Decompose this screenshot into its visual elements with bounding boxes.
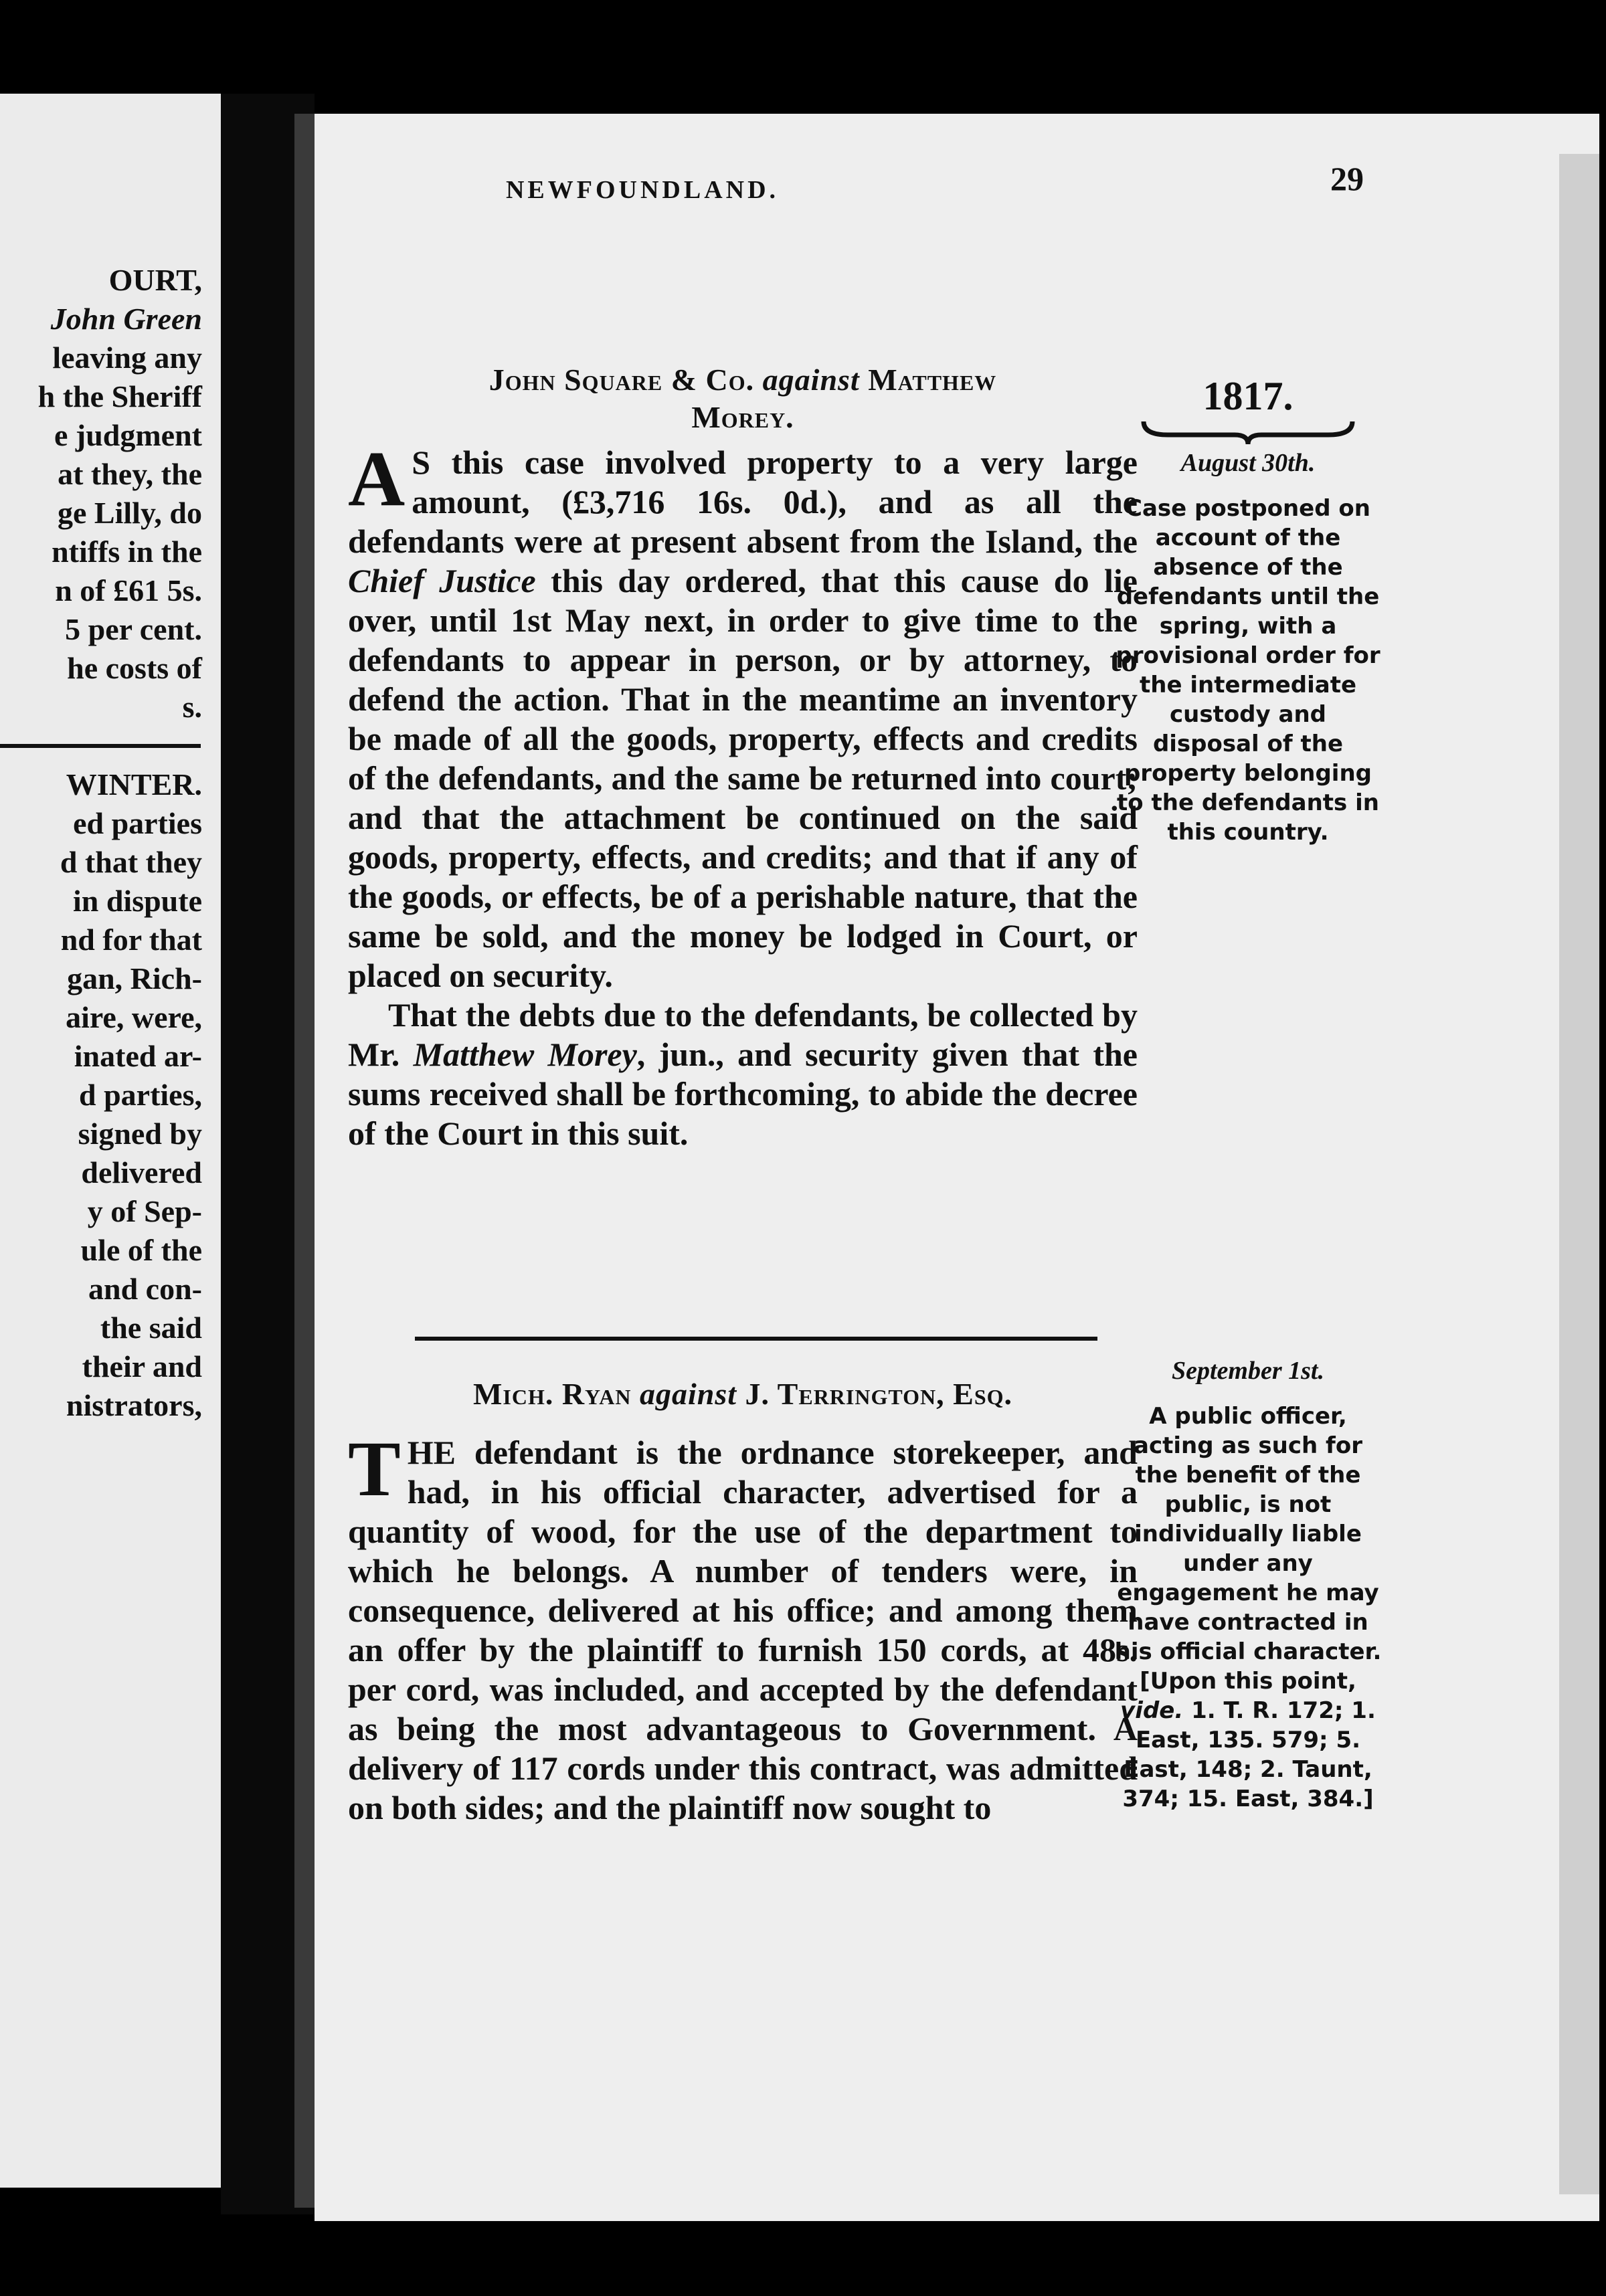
left-page-line: s. — [182, 690, 202, 724]
left-page-line: in dispute — [72, 884, 202, 918]
left-page-line: delivered — [81, 1155, 202, 1189]
left-page-line: n of £61 5s. — [55, 573, 202, 607]
brace-icon — [1141, 417, 1355, 447]
case-2-party-a: Mich. Ryan — [472, 1377, 632, 1411]
margin-note-1 — [1114, 375, 1382, 847]
margin-note-text: Case postponed on account of the absence of the defendants until the spring, with a provisional order for the intermediate custody and disposal of the property belonging to the defendants in this country. — [1116, 495, 1380, 846]
case-2-party-b: J. Terrington, Esq. — [745, 1377, 1013, 1411]
case-1-paragraph-1 — [348, 435, 1138, 995]
case-2-paragraph — [348, 1425, 1138, 1828]
left-page-line: ed parties — [73, 806, 202, 840]
left-page-line: and con- — [88, 1272, 202, 1306]
left-page-line: gan, Rich- — [67, 961, 202, 995]
left-page-line: signed by — [78, 1117, 202, 1151]
left-page-rule — [0, 744, 201, 748]
case-1-p2-text-a: That the debts due to the defendants, be collected by Mr. — [348, 996, 1138, 1073]
case-1-p2-text-b: , jun., and security given that the sums received shall be forthcoming, to abide the decree of the Court in this suit. — [348, 1036, 1138, 1152]
margin-note-text — [1114, 1402, 1382, 1814]
left-page-line: ntiffs in the — [52, 535, 202, 569]
left-page-line: OURT, — [108, 263, 202, 297]
case-1 — [348, 361, 1138, 1153]
case-1-party-a: John Square & Co. — [488, 363, 755, 397]
citation-open: [Upon this point, — [1140, 1668, 1356, 1695]
case-1-against: against — [762, 363, 860, 397]
date: September 1st. — [1172, 1357, 1324, 1385]
left-page-line: aire, were, — [66, 1000, 202, 1034]
margin-note-body: A public officer, acting as such for the benefit of the public, is not individually liable under any engagement he may have contracted in his official character. — [1114, 1403, 1382, 1665]
left-page-line: WINTER. — [66, 767, 202, 801]
left-facing-page — [0, 94, 221, 2188]
case-1-party-b: Matthew — [868, 363, 997, 397]
running-head: NEWFOUNDLAND. — [505, 176, 780, 204]
left-page-line: at they, the — [58, 457, 202, 491]
case-2-against: against — [639, 1377, 737, 1411]
section-separator — [415, 1337, 1097, 1341]
left-page-line: inated ar- — [74, 1039, 202, 1073]
left-page-line: d parties, — [79, 1078, 202, 1112]
case-2-title — [348, 1375, 1138, 1413]
case-2 — [348, 1375, 1138, 1828]
page-edge — [1559, 154, 1599, 2194]
left-page-text — [0, 261, 221, 1425]
left-page-line: nd for that — [60, 923, 202, 957]
citation-vide: vide. — [1120, 1697, 1184, 1724]
case-1-p1-text-a: S this case involved property to a very large amount, (£3,716 16s. 0d.), and as all the defendants were at present absent from the Island, the — [348, 444, 1138, 560]
citation-rest: 1. T. R. 172; 1. East, 135. 579; 5. East, 148; 2. Taunt, 374; 15. East, 384.] — [1122, 1697, 1376, 1812]
date: August 30th. — [1180, 449, 1316, 477]
page-number: 29 — [1330, 160, 1364, 197]
margin-note-2 — [1114, 1355, 1382, 1814]
left-page-line: ge Lilly, do — [58, 496, 202, 530]
case-1-paragraph-2 — [348, 995, 1138, 1153]
left-page-line: he costs of — [67, 651, 202, 685]
left-page-line: ule of the — [80, 1233, 202, 1267]
left-page-line: y of Sep- — [87, 1194, 202, 1228]
year: 1817. — [1202, 374, 1293, 418]
left-page-line: their and — [82, 1349, 202, 1383]
case-1-title — [348, 361, 1138, 436]
left-page-line: e judgment — [54, 418, 202, 452]
left-page-line: h the Sheriff — [37, 379, 202, 413]
case-1-p1-italic: Chief Justice — [348, 562, 536, 599]
drop-cap: A — [348, 435, 406, 522]
left-page-line: John Green — [50, 302, 202, 336]
drop-cap: T — [348, 1425, 401, 1513]
left-page-line: d that they — [60, 845, 202, 879]
left-page-line: 5 per cent. — [65, 612, 202, 646]
case-1-p2-italic: Matthew Morey — [413, 1036, 637, 1073]
case-1-party-b-cont: Morey. — [691, 400, 794, 434]
left-page-line: leaving any — [52, 341, 202, 375]
case-1-p1-text-b: this day ordered, that this cause do lie over, until 1st May next, in order to give time to the defendants to appear in person, or by attorney, to defend the action. That in the meantime an inventory be made of all the goods, property, effects and credits of the defendants, and the same be returned into court; and that the attachment be continued on the said goods, property, effects, and credits; and that if any of the goods, or effects, be of a perishable nature, that the same be sold, and the money be lodged in Court, or placed on security. — [348, 562, 1138, 994]
left-page-line: nistrators, — [66, 1388, 202, 1422]
left-page-line: the said — [100, 1311, 202, 1345]
case-2-p-text: HE defendant is the ordnance storekeeper, and had, in his official character, advertised for a quantity of wood, for the use of the department to which he belongs. A number of tenders were, in consequence, delivered at his office; and among them an offer by the plaintiff to furnish 150 cords, at 48s. per cord, was included, and accepted by the defendant as being the most advantageous to Government. A delivery of 117 cords under this contract, was admitted on both sides; and the plaintiff now sought to — [348, 1434, 1138, 1826]
